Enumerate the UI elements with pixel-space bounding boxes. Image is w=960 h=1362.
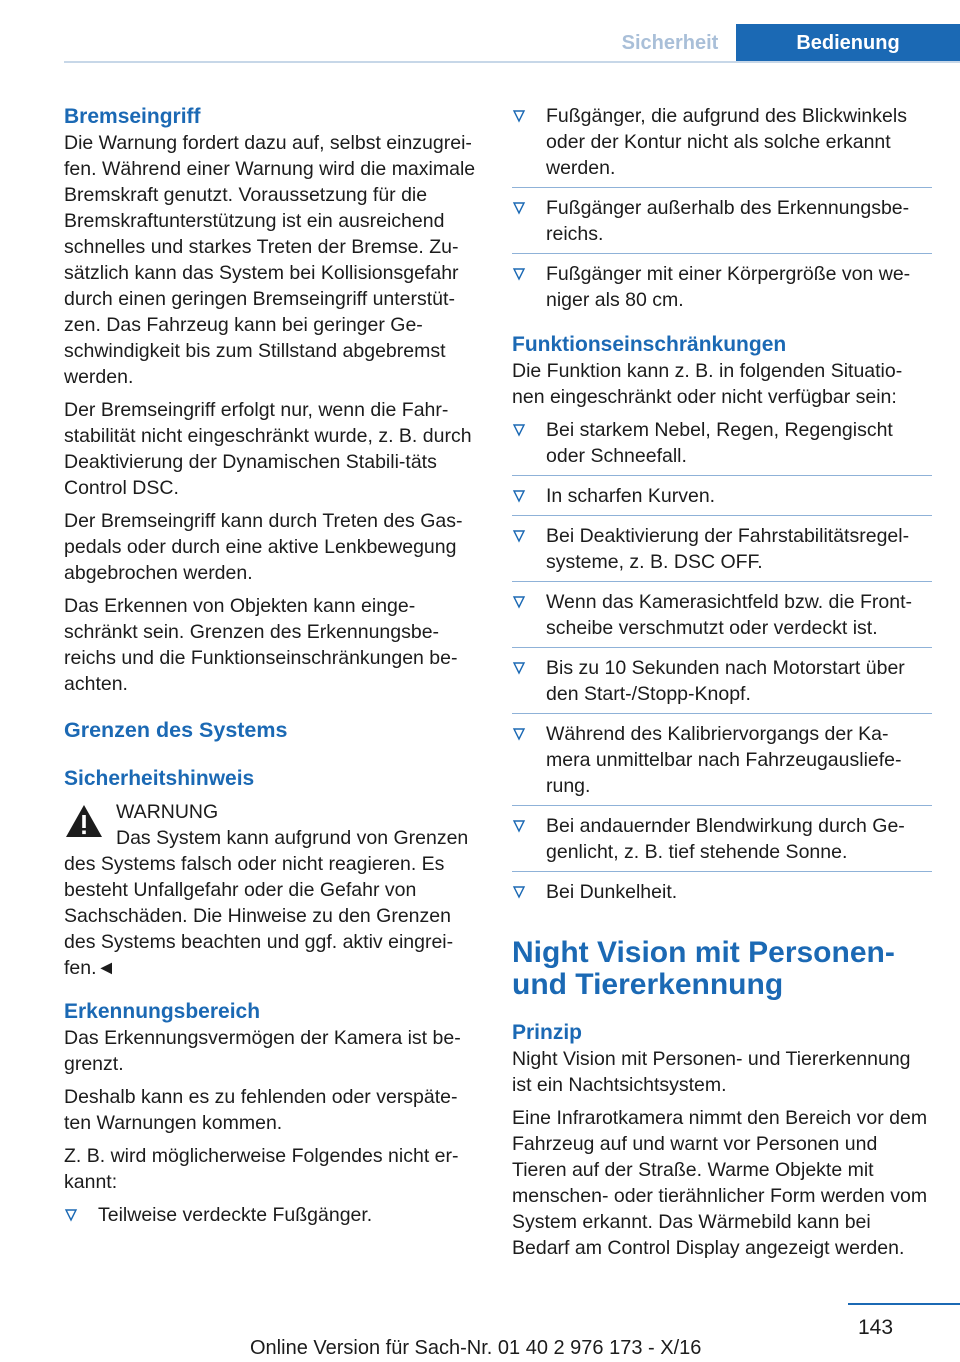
heading-bremseingriff: Bremseingriff: [64, 105, 201, 128]
online-version-footer: Online Version für Sach-Nr. 01 40 2 976 173 - X/16: [250, 1337, 702, 1359]
list-item: [512, 103, 932, 181]
list-item-text: Wenn das Kamerasichtfeld bzw. die Front-scheibe verschmutzt oder verdeckt ist.: [546, 591, 912, 639]
list-item: [512, 713, 932, 799]
list-item-text: Bis zu 10 Sekunden nach Motorstart über den Start-/Stopp-Knopf.: [546, 657, 905, 705]
warning-label: WARNUNG: [116, 801, 219, 823]
bullet-triangle-icon: [512, 417, 526, 443]
bullet-list: [64, 1202, 480, 1228]
bullet-triangle-icon: [512, 483, 526, 509]
paragraph: Eine Infrarotkamera nimmt den Bereich vor dem Fahrzeug auf und warnt vor Personen und Tieren auf der Straße. Warme Objekte mit menschen- oder tierähnlicher Form werden vom System erkannt. Das Wärmebild kann bei Bedarf am Control Display angezeigt werden.: [512, 1107, 928, 1259]
paragraph: Der Bremseingriff erfolgt nur, wenn die Fahr-stabilität nicht eingeschränkt wurde, z. B. durch Deaktivierung der Dynamischen Stabili-täts Control DSC.: [64, 399, 472, 499]
left-column: [64, 103, 480, 1234]
page-number: 143: [858, 1316, 894, 1339]
right-column: [512, 103, 932, 1268]
list-item-text: In scharfen Kurven.: [546, 485, 716, 507]
paragraph: Das Erkennen von Objekten kann einge-schränkt sein. Grenzen des Erkennungsbe-reichs und die Funktionseinschränkungen be-achten.: [64, 595, 458, 695]
heading-erkennungsbereich: Erkennungsbereich: [64, 1000, 261, 1023]
bullet-triangle-icon: [512, 813, 526, 839]
bullet-triangle-icon: [512, 261, 526, 287]
list-item: [512, 871, 932, 905]
list-item: [512, 475, 932, 509]
list-item-text: Bei Deaktivierung der Fahrstabilitätsregel-systeme, z. B. DSC OFF.: [546, 525, 910, 573]
heading-prinzip: Prinzip: [512, 1021, 583, 1044]
bullet-triangle-icon: [512, 523, 526, 549]
list-item: [512, 187, 932, 247]
bullet-list-fussgaenger: [512, 103, 932, 313]
warning-text: Das System kann aufgrund von Grenzen des Systems falsch oder nicht reagieren. Es besteht Unfallgefahr oder die Gefahr von Sachschäden. Die Hinweise zu den Grenzen des Systems beachten und ggf. aktiv eingrei-fen.◄: [64, 827, 469, 979]
tab-bedienung[interactable]: Bedienung: [736, 24, 960, 62]
bullet-triangle-icon: [64, 1202, 78, 1228]
bullet-list-situationen: [512, 417, 932, 905]
list-item-text: Teilweise verdeckte Fußgänger.: [98, 1204, 373, 1226]
bullet-triangle-icon: [512, 655, 526, 681]
list-item: [64, 1202, 480, 1228]
bullet-triangle-icon: [512, 103, 526, 129]
paragraph: Die Funktion kann z. B. in folgenden Situatio-nen eingeschränkt oder nicht verfügbar sein:: [512, 360, 903, 408]
tab-sicherheit[interactable]: Sicherheit: [621, 31, 719, 54]
paragraph: Die Warnung fordert dazu auf, selbst einzugrei-fen. Während einer Warnung wird die maximale Bremskraft genutzt. Voraussetzung für die Bremskraftunterstützung ist ein ausreichend schnelles und starkes Treten der Bremse. Zu-sätzlich kann das System bei Kollisionsgefahr durch einen geringen Bremseingriff unterstüt-zen. Das Fahrzeug kann bei geringer Ge-schwindigkeit bis zum Stillstand abgebremst werden.: [64, 132, 476, 388]
warning-triangle-icon: [64, 803, 104, 839]
page-number-rule: [848, 1303, 960, 1305]
heading-sicherheitshinweis: Sicherheitshinweis: [64, 767, 255, 790]
section-tabs: [604, 24, 960, 62]
list-item-text: Bei andauernder Blendwirkung durch Ge-genlicht, z. B. tief stehende Sonne.: [546, 815, 905, 863]
heading-night-vision: Night Vision mit Personen- und Tiererkennung: [512, 936, 895, 1001]
list-item-text: Bei Dunkelheit.: [546, 881, 678, 903]
list-item: [512, 805, 932, 865]
list-item-text: Fußgänger außerhalb des Erkennungsbe-reichs.: [546, 197, 910, 245]
paragraph: Der Bremseingriff kann durch Treten des Gas-pedals oder durch eine aktive Lenkbewegung abgebrochen werden.: [64, 510, 463, 584]
bullet-triangle-icon: [512, 195, 526, 221]
warning-block: [64, 799, 480, 825]
header-divider: [64, 61, 960, 63]
heading-grenzen-des-systems: Grenzen des Systems: [64, 718, 288, 742]
paragraph: Deshalb kann es zu fehlenden oder verspäte-ten Warnungen kommen.: [64, 1086, 458, 1134]
list-item-text: Während des Kalibriervorgangs der Ka-mera unmittelbar nach Fahrzeugausliefe-rung.: [546, 723, 902, 797]
list-item: [512, 253, 932, 313]
list-item: [512, 581, 932, 641]
list-item: [512, 647, 932, 707]
bullet-triangle-icon: [512, 879, 526, 905]
paragraph: Das Erkennungsvermögen der Kamera ist be-grenzt.: [64, 1027, 461, 1075]
paragraph: Night Vision mit Personen- und Tiererkennung ist ein Nachtsichtsystem.: [512, 1048, 911, 1096]
list-item: [512, 417, 932, 469]
bullet-triangle-icon: [512, 589, 526, 615]
list-item-text: Fußgänger mit einer Körpergröße von we-niger als 80 cm.: [546, 263, 911, 311]
list-item-text: Bei starkem Nebel, Regen, Regengischt oder Schneefall.: [546, 419, 893, 467]
list-item-text: Fußgänger, die aufgrund des Blickwinkels oder der Kontur nicht als solche erkannt werden.: [546, 105, 907, 179]
list-item: [512, 515, 932, 575]
bullet-triangle-icon: [512, 721, 526, 747]
heading-funktionseinschraenkungen: Funktionseinschränkungen: [512, 333, 787, 356]
paragraph: Z. B. wird möglicherweise Folgendes nicht er-kannt:: [64, 1145, 459, 1193]
